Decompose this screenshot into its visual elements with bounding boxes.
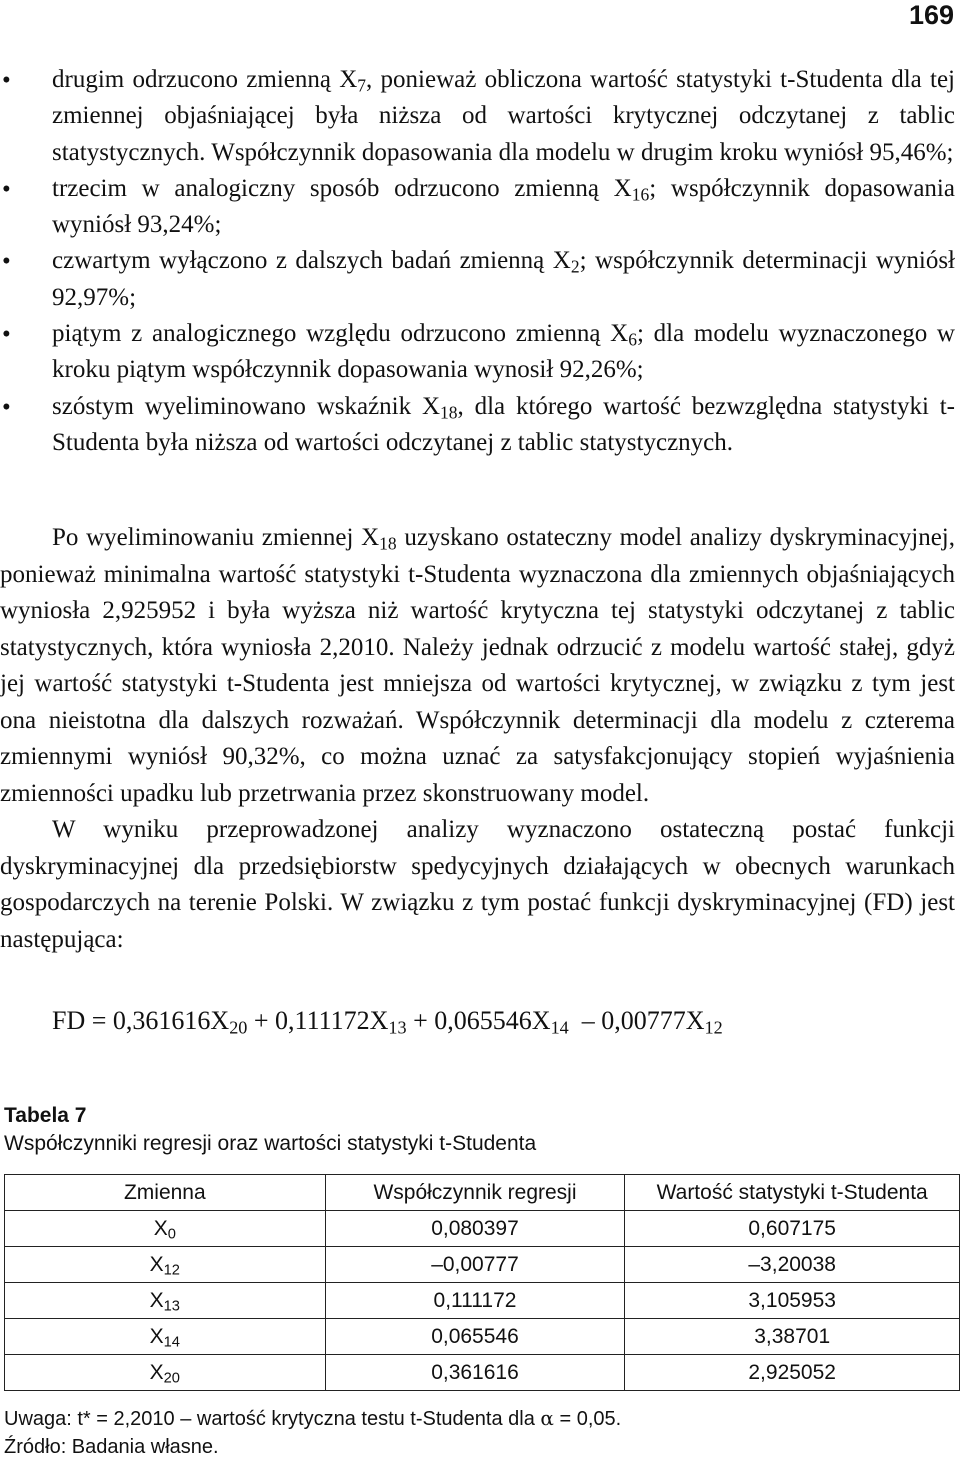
variable-cell: $X_{20}$ [5, 1355, 326, 1391]
regression-table [4, 1174, 960, 1391]
formula: FD = $0,361616X_{20} + 0,111172X_{13} + 0,065546X_{14} - 0,00777X_{12}$ [52, 1006, 723, 1038]
t-statistic-cell: 3,105953 [625, 1283, 960, 1319]
coefficient-cell: 0,080397 [325, 1211, 625, 1247]
page-number: 169 [908, 0, 954, 30]
list-item-text: drugim odrzucono zmienną $X_7$, ponieważ obliczona wartość statystyki t-Studenta dla tej zmiennej objaśniającej była niższa od wartości krytycznej odczytanej z tablic statystycznych. Współczynnik dopasowania dla modelu w drugim kroku wyniósł 95,46%; [52, 66, 956, 166]
column-header: Wartość statystyki t-Studenta [625, 1175, 960, 1211]
list-item [0, 243, 955, 316]
bullet-icon: • [2, 393, 11, 421]
body-text [0, 520, 955, 958]
coefficient-cell: 0,361616 [325, 1355, 625, 1391]
note-text: Uwaga: t* = 2,2010 – wartość krytyczna testu t-Studenta dla α = 0,05. [4, 1406, 622, 1430]
t-statistic-cell: –3,20038 [625, 1247, 960, 1283]
table-title: Współczynniki regresji oraz wartości statystyki t-Studenta [4, 1132, 537, 1155]
coefficient-cell: –0,00777 [325, 1247, 625, 1283]
variable-cell: $X_{13}$ [5, 1283, 326, 1319]
list-item [0, 316, 955, 389]
list-item [0, 389, 955, 462]
table-row [5, 1247, 960, 1283]
table-row [5, 1283, 960, 1319]
table-row [5, 1319, 960, 1355]
t-statistic-cell: 2,925052 [625, 1355, 960, 1391]
variable-cell: $X_0$ [5, 1211, 326, 1247]
paragraph: W wyniku przeprowadzonej analizy wyznaczono ostateczną postać funkcji dyskryminacyjnej dla przedsiębiorstw spedycyjnych działających w obecnych warunkach gospodarczych na terenie Polski. W związku z tym postać funkcji dyskryminacyjnej (FD) jest następująca: [0, 816, 955, 953]
alpha-symbol: α [540, 1406, 554, 1430]
source-text: Źródło: Badania własne. [4, 1436, 219, 1458]
t-statistic-cell: 3,38701 [625, 1319, 960, 1355]
table-row [5, 1355, 960, 1391]
list-item [0, 62, 955, 171]
table-note [4, 1404, 621, 1461]
variable-cell: $X_{12}$ [5, 1247, 326, 1283]
list-item-text: trzecim w analogiczny sposób odrzucono zmienną $X_{16}$; współczynnik dopasowania wyniósł 93,24%; [52, 174, 955, 239]
column-header: Zmienna [5, 1175, 326, 1211]
bullet-icon: • [2, 175, 11, 203]
column-header: Współczynnik regresji [325, 1175, 625, 1211]
table-row [5, 1211, 960, 1247]
table-caption [4, 1102, 536, 1158]
variable-cell: $X_{14}$ [5, 1319, 326, 1355]
coefficient-cell: 0,111172 [325, 1283, 625, 1319]
list-item-text: czwartym wyłączono z dalszych badań zmienną $X_2$; współczynnik determinacji wyniósł 92,97%; [52, 247, 955, 311]
table-label: Tabela 7 [4, 1104, 87, 1127]
bullet-icon: • [2, 321, 11, 349]
bullet-icon: • [2, 67, 11, 94]
bullet-list [0, 62, 955, 461]
bullet-icon: • [2, 248, 11, 276]
list-item-text: szóstym wyeliminowano wskaźnik $X_{18}$, dla którego wartość bezwzględna statystyki t-Studenta była niższa od wartości odczytanej z tablic statystycznych. [52, 392, 956, 456]
paragraph: Po wyeliminowaniu zmiennej $X_{18}$ uzyskano ostateczny model analizy dyskryminacyjnej, ponieważ minimalna wartość statystyki t-Studenta wyznaczona dla zmiennych objaśniających wyniosła 2,925952 i była wyższa niż wartość krytyczna tej statystyki odczytanej z tablic statystycznych, która wyniosła 2,2010. Należy jednak odrzucić z modelu wartość stałej, gdyż jej wartość statystyki t-Studenta jest mniejsza od wartości krytycznej, w związku z tym jest ona nieistotna dla dalszych rozważań. Współczynnik determinacji dla modelu z czterema zmiennymi wyniósł 90,32%, co można uznać za satysfakcjonujący stopień wyjaśnienia zmienności upadku lub przetrwania przez skonstruowany model. [0, 524, 955, 807]
list-item-text: piątym z analogicznego względu odrzucono zmienną $X_6$; dla modelu wyznaczonego w kroku piątym współczynnik dopasowania wynosił 92,26%; [52, 320, 955, 384]
t-statistic-cell: 0,607175 [625, 1211, 960, 1247]
table-header-row [5, 1175, 960, 1211]
coefficient-cell: 0,065546 [325, 1319, 625, 1355]
list-item [0, 171, 955, 244]
